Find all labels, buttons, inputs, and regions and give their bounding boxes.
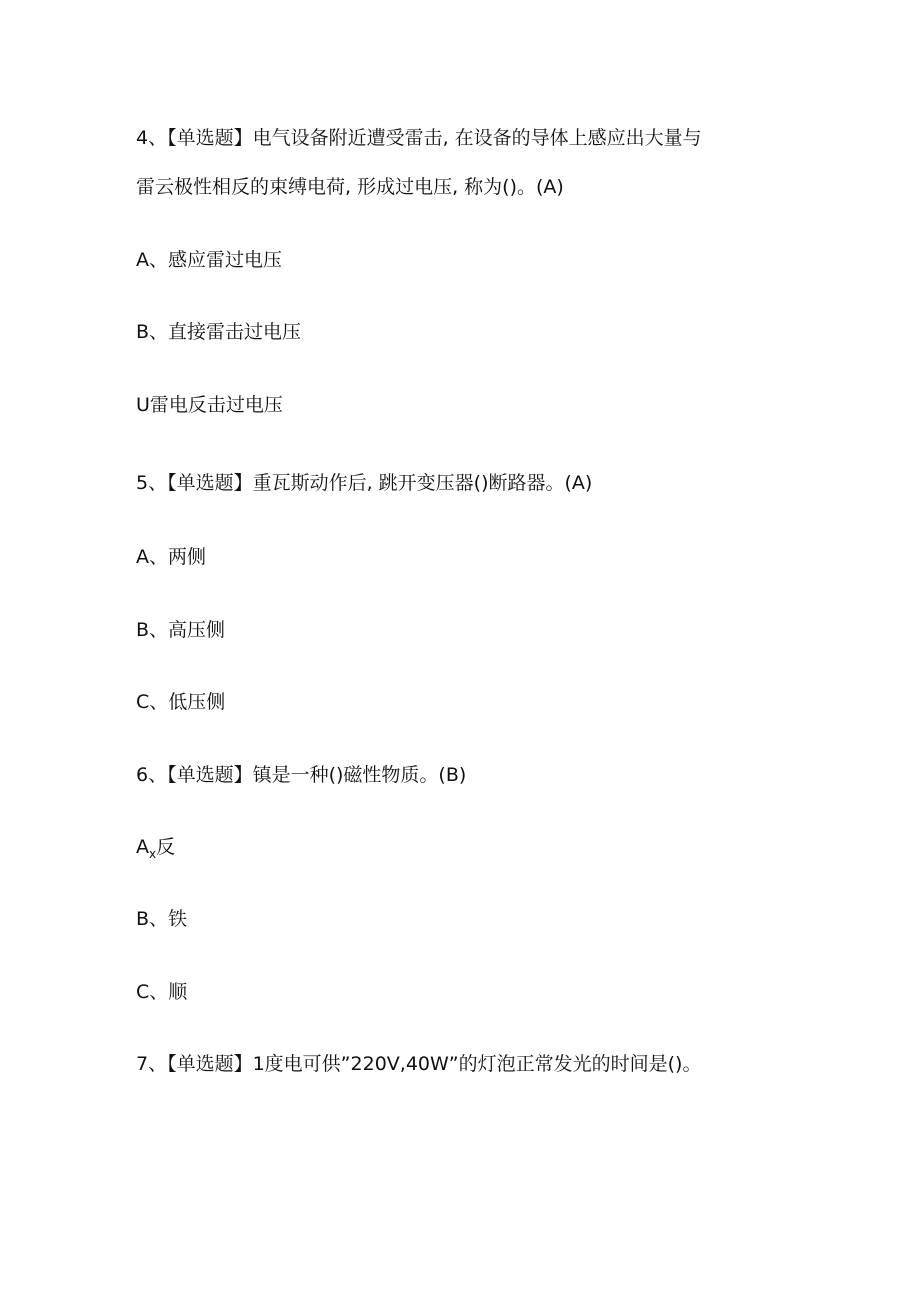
option-a-text: 反 — [156, 836, 176, 858]
question-6-option-c: C、顺 — [136, 981, 188, 1003]
question-4-option-c: U雷电反击过电压 — [136, 394, 283, 416]
question-7-text: 7、【单选题】1度电可供”220V,40W”的灯泡正常发光的时间是()。 — [136, 1053, 702, 1075]
question-5-option-b: B、高压侧 — [136, 619, 226, 641]
question-6-option-a — [136, 835, 175, 866]
question-5-text: 5、【单选题】重瓦斯动作后, 跳开变压器()断路器。(A) — [136, 472, 593, 494]
question-4-line-2: 雷云极性相反的束缚电荷, 形成过电压, 称为()。(A) — [136, 176, 564, 198]
question-4-option-b: B、直接雷击过电压 — [136, 321, 302, 343]
option-a-subscript: x — [149, 847, 157, 861]
question-5-option-a: A、两侧 — [136, 546, 206, 568]
question-6-text: 6、【单选题】镇是一种()磁性物质。(B) — [136, 764, 467, 786]
question-4-option-a: A、感应雷过电压 — [136, 249, 282, 271]
option-a-letter: A — [136, 836, 149, 858]
question-6-option-b: B、铁 — [136, 908, 188, 930]
question-4-line-1: 4、【单选题】电气设备附近遭受雷击, 在设备的导体上感应出大量与 — [136, 127, 702, 149]
question-5-option-c: C、低压侧 — [136, 691, 226, 713]
